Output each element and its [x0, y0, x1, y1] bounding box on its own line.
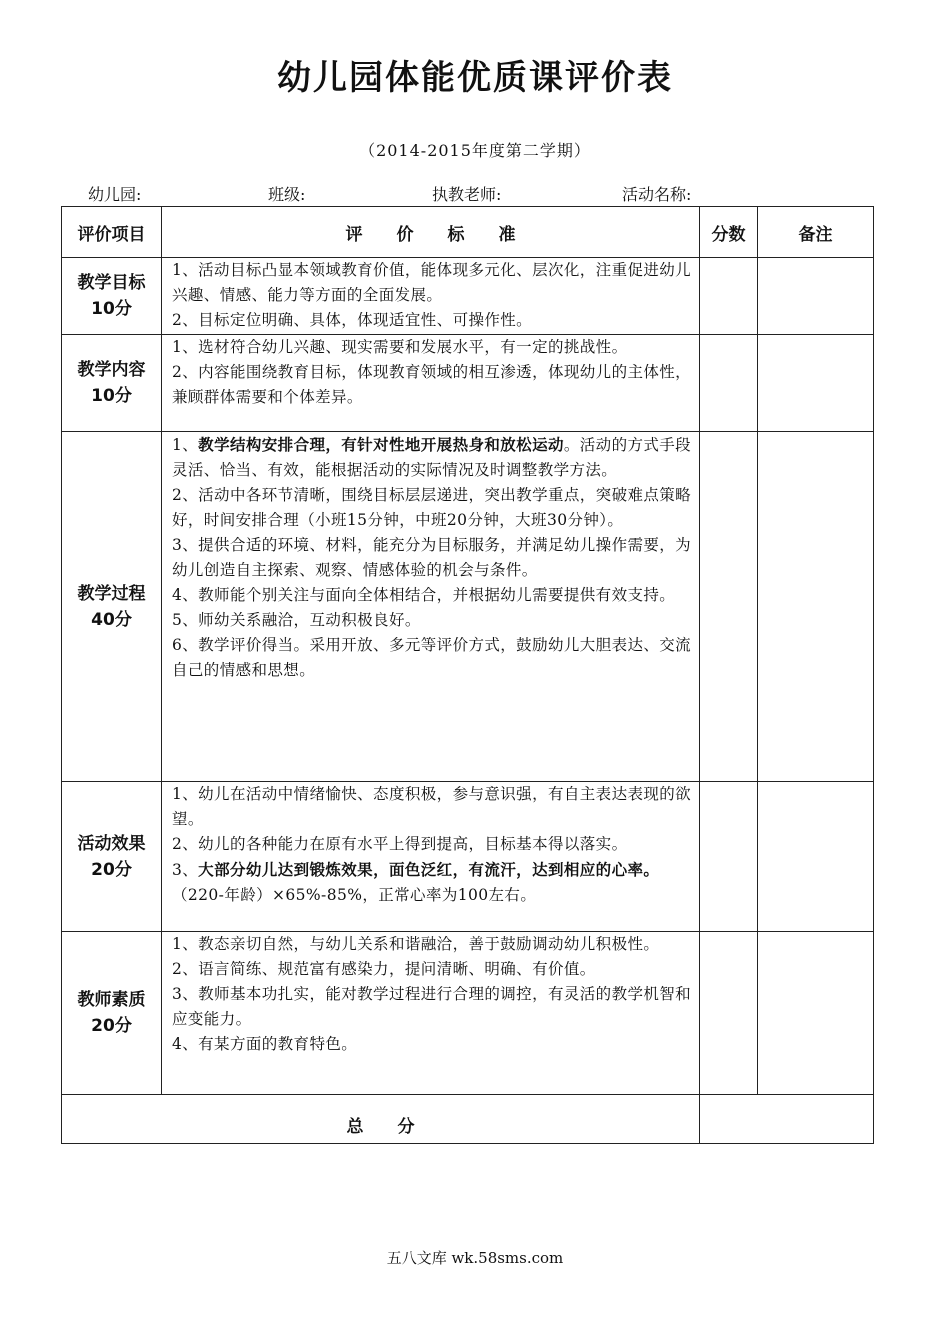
criteria-suffix: 。活动的方式手段灵活、恰当、有效，能根据活动的实际情况及时调整教学方法。	[172, 436, 692, 479]
criteria-cell	[162, 932, 700, 1095]
term-subtitle: （2014-2015年度第二学期）	[359, 141, 591, 160]
criteria-item: 3、教师基本功扎实，能对教学过程进行合理的调控，有灵活的教学机智和应变能力。	[172, 985, 692, 1028]
criteria-item: 4、教师能个别关注与面向全体相结合，并根据幼儿需要提供有效支持。	[172, 586, 676, 604]
item-points: 20分	[91, 1016, 132, 1036]
score-cell[interactable]	[700, 432, 758, 782]
criteria-item: 1、教态亲切自然，与幼儿关系和谐融洽，善于鼓励调动幼儿积极性。	[172, 935, 660, 953]
criteria-item: 6、教学评价得当。采用开放、多元等评价方式，鼓励幼儿大胆表达、交流自己的情感和思想。	[172, 636, 692, 679]
item-name: 教学内容	[77, 360, 146, 380]
item-name: 教学过程	[77, 583, 146, 604]
evaluation-item	[62, 782, 162, 932]
criteria-item: 3、提供合适的环境、材料，能充分为目标服务，并满足幼儿操作需要，为幼儿创造自主探索、观察、情感体验的机会与条件。	[172, 536, 692, 579]
item-points: 20分	[91, 859, 132, 880]
header-item: 评价项目	[62, 207, 162, 258]
teacher-label: 执教老师:	[432, 185, 502, 204]
total-score-cell[interactable]	[700, 1095, 874, 1144]
item-points: 10分	[91, 299, 132, 319]
page-title: 幼儿园体能优质课评价表	[277, 58, 673, 98]
total-label: 总 分	[62, 1095, 700, 1144]
criteria-item: 1、选材符合幼儿兴趣、现实需要和发展水平，有一定的挑战性。	[172, 338, 628, 356]
item-points: 10分	[91, 386, 132, 406]
criteria-emphasis: 教学结构安排合理，有针对性地开展热身和放松运动	[198, 435, 564, 454]
remark-cell[interactable]	[758, 335, 874, 432]
criteria-item: 2、目标定位明确、具体，体现适宜性、可操作性。	[172, 311, 533, 329]
criteria-item: 4、有某方面的教育特色。	[172, 1035, 358, 1053]
criteria-item	[172, 857, 693, 908]
criteria-item: 2、幼儿的各种能力在原有水平上得到提高，目标基本得以落实。	[172, 835, 628, 853]
header-score: 分数	[700, 207, 758, 258]
criteria-emphasis: 大部分幼儿达到锻炼效果，面色泛红，有流汗，达到相应的心率。	[198, 860, 660, 879]
item-points: 40分	[91, 609, 132, 630]
table-header-row	[62, 207, 874, 258]
remark-cell[interactable]	[758, 932, 874, 1095]
footer-watermark: 五八文库 wk.58sms.com	[386, 1249, 564, 1267]
header-criteria: 评 价 标 准	[162, 207, 700, 258]
evaluation-item	[62, 932, 162, 1095]
table-row	[62, 258, 874, 335]
item-name: 教学目标	[77, 273, 146, 293]
score-cell[interactable]	[700, 932, 758, 1095]
criteria-cell	[162, 432, 700, 782]
total-row	[62, 1095, 874, 1144]
evaluation-item	[62, 335, 162, 432]
remark-cell[interactable]	[758, 782, 874, 932]
table-row	[62, 335, 874, 432]
table-row	[62, 932, 874, 1095]
score-cell[interactable]	[700, 335, 758, 432]
item-name: 活动效果	[77, 833, 146, 854]
criteria-prefix: 3、	[172, 861, 199, 879]
evaluation-item	[62, 432, 162, 782]
header-remark: 备注	[758, 207, 874, 258]
criteria-item	[172, 432, 693, 483]
item-name: 教师素质	[77, 990, 146, 1010]
criteria-item: 2、内容能围绕教育目标，体现教育领域的相互渗透，体现幼儿的主体性，兼顾群体需要和个体差异。	[172, 363, 692, 406]
criteria-cell	[162, 335, 700, 432]
criteria-item: 2、活动中各环节清晰，围绕目标层层递进，突出教学重点，突破难点策略好，时间安排合理（小班15分钟，中班20分钟，大班30分钟）。	[172, 486, 692, 529]
evaluation-item	[62, 258, 162, 335]
score-cell[interactable]	[700, 258, 758, 335]
activity-name-label: 活动名称:	[622, 185, 692, 204]
score-cell[interactable]	[700, 782, 758, 932]
class-label: 班级:	[268, 185, 306, 204]
criteria-item: 1、幼儿在活动中情绪愉快、态度积极，参与意识强，有自主表达表现的欲望。	[172, 785, 692, 828]
criteria-item: 2、语言简练、规范富有感染力，提问清晰、明确、有价值。	[172, 960, 596, 978]
remark-cell[interactable]	[758, 432, 874, 782]
criteria-prefix: 1、	[172, 436, 199, 454]
criteria-item: 5、师幼关系融洽，互动积极良好。	[172, 611, 421, 629]
table-row	[62, 432, 874, 782]
table-row	[62, 782, 874, 932]
evaluation-table	[61, 206, 874, 1144]
criteria-cell	[162, 258, 700, 335]
criteria-cell	[162, 782, 700, 932]
criteria-suffix: （220-年龄）×65%-85%，正常心率为100左右。	[172, 886, 537, 904]
kindergarten-label: 幼儿园:	[88, 185, 142, 204]
criteria-item: 1、活动目标凸显本领域教育价值，能体现多元化、层次化，注重促进幼儿兴趣、情感、能力等方面的全面发展。	[172, 261, 692, 304]
remark-cell[interactable]	[758, 258, 874, 335]
